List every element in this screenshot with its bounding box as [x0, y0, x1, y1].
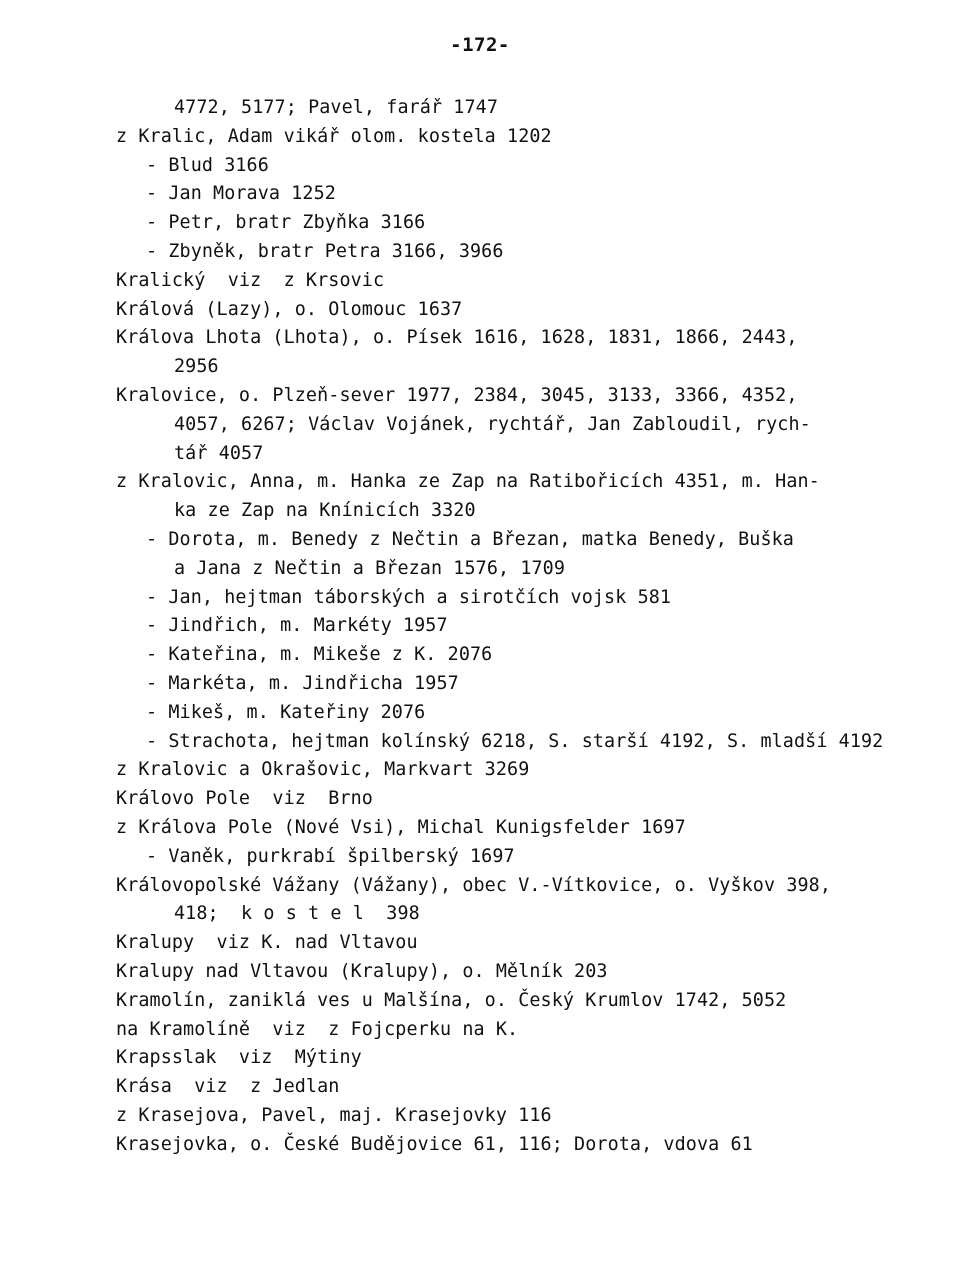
index-line: - Dorota, m. Benedy z Nečtin a Březan, matka Benedy, Buška	[146, 529, 794, 550]
index-line: z Králova Pole (Nové Vsi), Michal Kunigsfelder 1697	[116, 817, 686, 838]
index-line: z Kralovic, Anna, m. Hanka ze Zap na Ratibořicích 4351, m. Han-	[116, 471, 820, 493]
index-line: 418; k o s t e l 398	[174, 903, 420, 925]
index-line: z Krasejova, Pavel, maj. Krasejovky 116	[116, 1105, 552, 1126]
index-line: - Zbyněk, bratr Petra 3166, 3966	[146, 241, 504, 262]
index-line: - Kateřina, m. Mikeše z K. 2076	[146, 644, 493, 666]
index-line: - Jan Morava 1252	[146, 183, 336, 205]
index-line: - Blud 3166	[146, 154, 269, 176]
index-line: Krása viz z Jedlan	[116, 1076, 340, 1098]
index-line: a Jana z Nečtin a Březan 1576, 1709	[174, 557, 566, 579]
index-line: - Petr, bratr Zbyňka 3166	[146, 212, 426, 234]
index-line: z Kralic, Adam vikář olom. kostela 1202	[116, 125, 552, 147]
index-line: Kralický viz z Krsovic	[116, 269, 385, 291]
index-line: 4772, 5177; Pavel, farář 1747	[174, 97, 498, 118]
index-line: - Markéta, m. Jindřicha 1957	[146, 673, 459, 694]
index-line: 4057, 6267; Václav Vojánek, rychtář, Jan Zabloudil, rych-	[174, 413, 811, 435]
index-line: - Jan, hejtman táborských a sirotčích vojsk 581	[146, 586, 672, 608]
index-line: - Jindřich, m. Markéty 1957	[146, 615, 448, 637]
page-number: -172-	[450, 34, 510, 56]
index-line: Králová (Lazy), o. Olomouc 1637	[116, 298, 463, 320]
index-line: 2956	[174, 356, 219, 378]
index-line: z Kralovic a Okrašovic, Markvart 3269	[116, 759, 530, 781]
index-line: ka ze Zap na Knínicích 3320	[174, 500, 476, 522]
index-line: Královo Pole viz Brno	[116, 788, 373, 810]
index-line: Krapsslak viz Mýtiny	[116, 1047, 362, 1069]
index-line: - Mikeš, m. Kateřiny 2076	[146, 701, 426, 723]
index-line: Kralupy viz K. nad Vltavou	[116, 932, 418, 954]
index-line: - Vaněk, purkrabí špilberský 1697	[146, 845, 515, 867]
index-line: - Strachota, hejtman kolínský 6218, S. starší 4192, S. mladší 4192	[146, 730, 884, 752]
index-line: Kralovice, o. Plzeň-sever 1977, 2384, 3045, 3133, 3366, 4352,	[116, 385, 798, 406]
index-line: Kralupy nad Vltavou (Kralupy), o. Mělník 203	[116, 961, 608, 982]
index-line: Krasejovka, o. České Budějovice 61, 116; Dorota, vdova 61	[116, 1133, 753, 1155]
index-line: Kramolín, zaniklá ves u Malšína, o. Český Krumlov 1742, 5052	[116, 989, 787, 1011]
index-line: na Kramolíně viz z Fojcperku na K.	[116, 1018, 519, 1040]
index-line: tář 4057	[174, 442, 264, 464]
index-line: Královopolské Vážany (Vážany), obec V.-Vítkovice, o. Vyškov 398,	[116, 874, 832, 896]
index-line: Králova Lhota (Lhota), o. Písek 1616, 1628, 1831, 1866, 2443,	[116, 327, 798, 349]
